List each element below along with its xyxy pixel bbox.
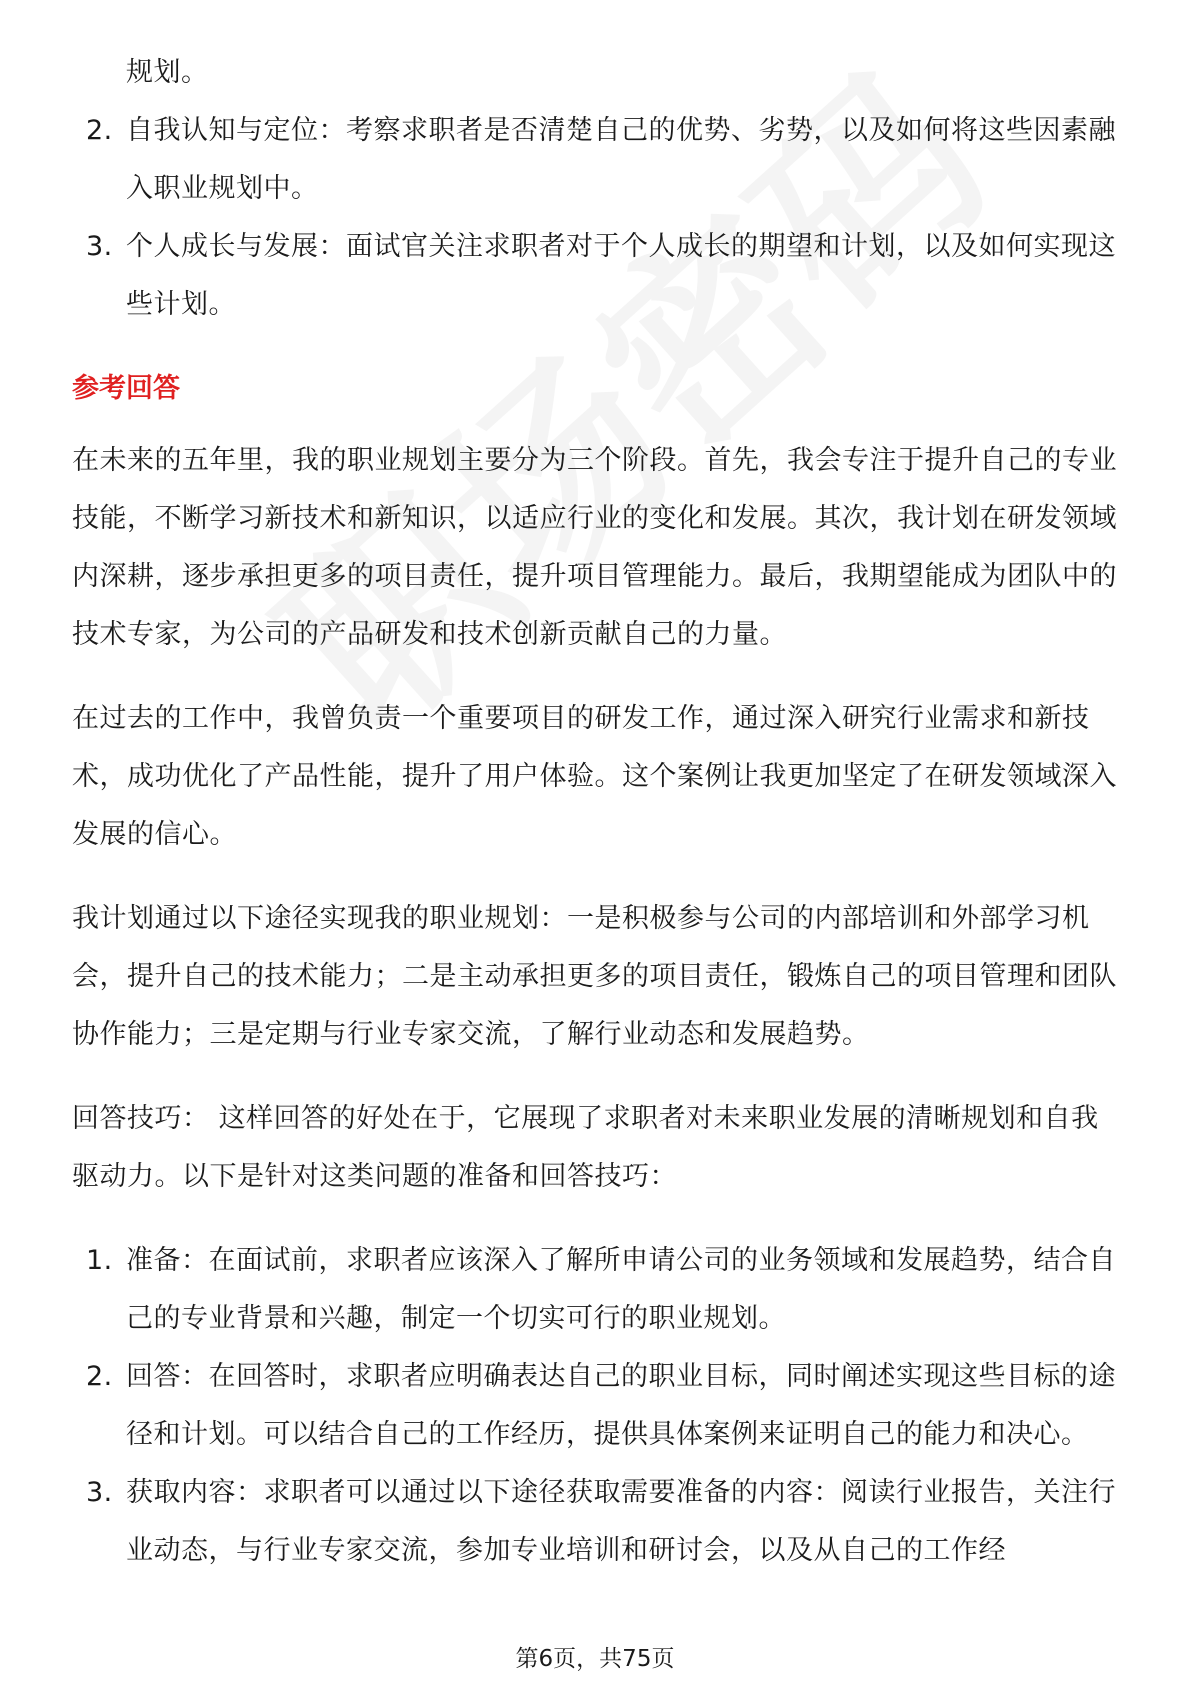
list-item — [72, 218, 1122, 334]
list-item — [72, 102, 1122, 218]
page-content — [72, 44, 1122, 1606]
page-footer: 第6页，共75页 — [515, 1646, 675, 1672]
answer-paragraph: 在未来的五年里，我的职业规划主要分为三个阶段。首先，我会专注于提升自己的专业技能，不断学习新技术和新知识，以适应行业的变化和发展。其次，我计划在研发领域内深耕，逐步承担更多的项目责任，提升项目管理能力。最后，我期望能成为团队中的技术专家，为公司的产品研发和技术创新贡献自己的力量。 — [72, 445, 1117, 650]
list-continuation: 规划。 — [126, 57, 209, 88]
list-item — [72, 1464, 1122, 1580]
list-item-text: 准备：在面试前，求职者应该深入了解所申请公司的业务领域和发展趋势，结合自己的专业背景和兴趣，制定一个切实可行的职业规划。 — [126, 1245, 1116, 1334]
answer-paragraph: 我计划通过以下途径实现我的职业规划：一是积极参与公司的内部培训和外部学习机会，提升自己的技术能力；二是主动承担更多的项目责任，锻炼自己的项目管理和团队协作能力；三是定期与行业专家交流，了解行业动态和发展趋势。 — [72, 903, 1117, 1050]
list-item-text: 自我认知与定位：考察求职者是否清楚自己的优势、劣势，以及如何将这些因素融入职业规划中。 — [126, 115, 1116, 204]
list-number: 3. — [86, 1477, 113, 1508]
top-list — [72, 102, 1122, 334]
answer-paragraph: 在过去的工作中，我曾负责一个重要项目的研发工作，通过深入研究行业需求和新技术，成功优化了产品性能，提升了用户体验。这个案例让我更加坚定了在研发领域深入发展的信心。 — [72, 703, 1117, 850]
list-item-text: 回答：在回答时，求职者应明确表达自己的职业目标，同时阐述实现这些目标的途径和计划。可以结合自己的工作经历，提供具体案例来证明自己的能力和决心。 — [126, 1361, 1116, 1450]
list-item — [72, 1348, 1122, 1464]
tips-intro-paragraph: 回答技巧： 这样回答的好处在于，它展现了求职者对未来职业发展的清晰规划和自我驱动力。以下是针对这类问题的准备和回答技巧： — [72, 1103, 1099, 1192]
list-number: 2. — [86, 1361, 113, 1392]
tips-list — [72, 1232, 1122, 1580]
list-item-text: 个人成长与发展：面试官关注求职者对于个人成长的期望和计划，以及如何实现这些计划。 — [126, 231, 1116, 320]
list-number: 1. — [86, 1245, 113, 1276]
list-item-text: 获取内容：求职者可以通过以下途径获取需要准备的内容：阅读行业报告，关注行业动态，与行业专家交流，参加专业培训和研讨会，以及从自己的工作经 — [126, 1477, 1116, 1566]
list-number: 2. — [86, 115, 113, 146]
list-item — [72, 1232, 1122, 1348]
list-number: 3. — [86, 231, 113, 262]
section-heading: 参考回答 — [72, 373, 180, 404]
